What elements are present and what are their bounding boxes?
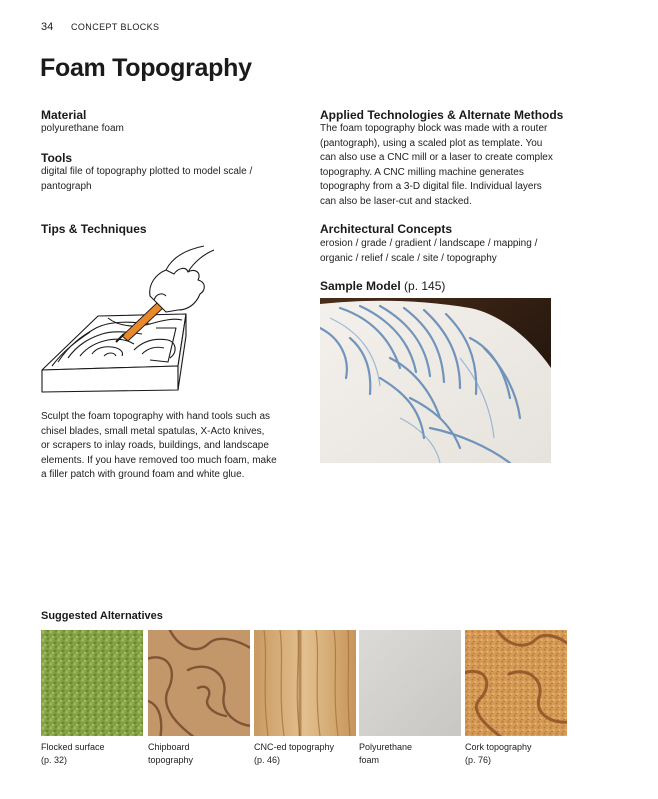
tips-heading: Tips & Techniques <box>41 222 147 236</box>
tips-text <box>41 410 291 483</box>
concepts-heading: Architectural Concepts <box>320 222 453 236</box>
alternative-caption <box>254 741 354 767</box>
concepts-text <box>320 237 570 266</box>
caption-line: (p. 46) <box>254 755 281 765</box>
concepts-line: erosion / grade / gradient / landscape / mapping / <box>320 238 538 249</box>
sample-model-label: Sample Model <box>320 279 401 293</box>
sample-model-photo <box>320 298 551 463</box>
alternatives-heading: Suggested Alternatives <box>41 610 163 622</box>
applied-line: can also use a CNC mill or a laser to create complex <box>320 152 553 163</box>
tools-line: pantograph <box>41 180 92 192</box>
alternative-caption <box>465 741 565 767</box>
caption-line: topography <box>148 755 194 765</box>
flocked-surface-swatch <box>41 630 143 736</box>
caption-line: foam <box>359 755 380 765</box>
applied-heading: Applied Technologies & Alternate Methods <box>320 108 564 122</box>
sample-model-heading <box>320 279 570 293</box>
applied-line: The foam topography block was made with a router <box>320 123 548 134</box>
material-heading: Material <box>41 108 87 122</box>
sample-model-page-ref: (p. 145) <box>404 279 446 293</box>
alternative-caption <box>41 741 141 767</box>
material-text: polyurethane foam <box>41 123 124 134</box>
caption-line: Cork topography <box>465 742 532 752</box>
concepts-line: organic / relief / scale / site / topography <box>320 252 497 264</box>
applied-line: can also be laser-cut and stacked. <box>320 195 472 207</box>
caption-line: Polyurethane <box>359 742 413 752</box>
applied-text <box>320 122 570 209</box>
tools-line: digital file of topography plotted to model scale / <box>41 166 253 177</box>
tips-line: Sculpt the foam topography with hand tools such as <box>41 411 271 422</box>
applied-line: topography. A CNC milling machine generates <box>320 166 524 178</box>
alternative-caption <box>359 741 459 767</box>
alternative-caption <box>148 741 248 767</box>
section-label: CONCEPT BLOCKS <box>71 22 160 32</box>
tips-line: or scrapers to inlay roads, buildings, and landscape <box>41 440 269 451</box>
tips-line: elements. If you have removed too much foam, make <box>41 454 277 466</box>
caption-line: Chipboard <box>148 742 190 752</box>
sculpting-illustration <box>38 244 248 394</box>
page-number: 34 <box>41 21 54 33</box>
cnc-topography-swatch <box>254 630 356 736</box>
polyurethane-foam-swatch <box>359 630 461 736</box>
caption-line: (p. 76) <box>465 755 492 765</box>
cork-topography-swatch <box>465 630 567 736</box>
page-title: Foam Topography <box>40 54 252 82</box>
tools-text <box>41 165 291 194</box>
tools-heading: Tools <box>41 151 73 165</box>
chipboard-topography-swatch <box>148 630 250 736</box>
caption-line: (p. 32) <box>41 755 68 765</box>
tips-line: chisel blades, small metal spatulas, X-Acto knives, <box>41 425 265 437</box>
applied-line: (pantograph), using a scaled plot as template. You <box>320 137 543 149</box>
tips-line: a filler patch with ground foam and white glue. <box>41 469 245 480</box>
applied-line: topography from a 3-D digital file. Individual layers <box>320 181 542 192</box>
caption-line: CNC-ed topography <box>254 742 335 752</box>
caption-line: Flocked surface <box>41 742 105 752</box>
